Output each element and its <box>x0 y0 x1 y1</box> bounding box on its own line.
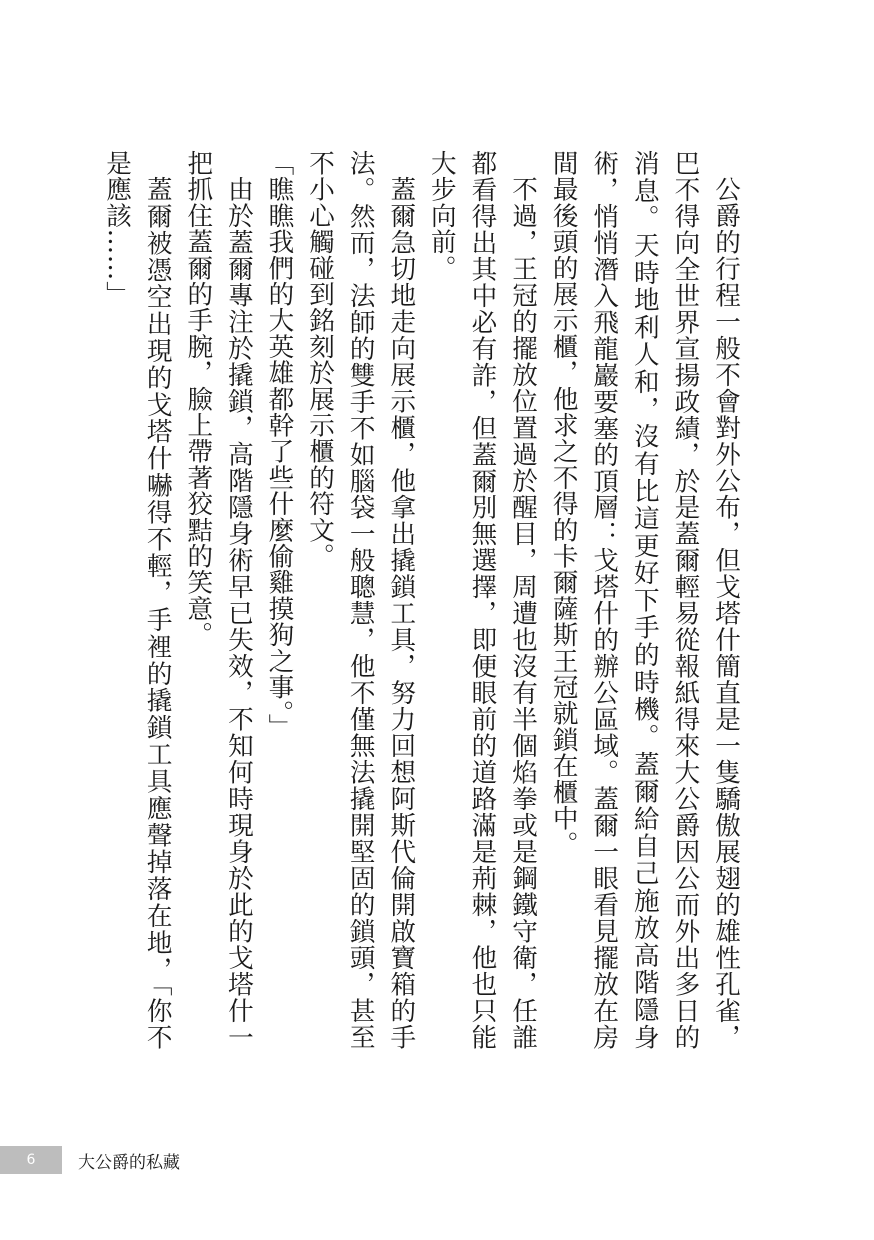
body-text <box>102 150 746 1050</box>
paragraph: 蓋爾被憑空出現的戈塔什嚇得不輕，手裡的撬鎖工具應聲掉落在地，「你不是應該……」 <box>102 150 173 1050</box>
paragraph: 公爵的行程一般不會對外公布，但戈塔什簡直是一隻驕傲展翅的雄性孔雀，巴不得向全世界宣揚政績，於是蓋爾輕易從報紙得來大公爵因公而外出多日的消息。天時地利人和，沒有比這更好下手的時機。蓋爾給自己施放高階隱身術，悄悄潛入飛龍巖要塞的頂層：戈塔什的辦公區域。蓋爾一眼看見擺放在房間最後頭的展示櫃，他求之不得的卡爾薩斯王冠就鎖在櫃中。 <box>548 150 741 1050</box>
paragraph: 蓋爾急切地走向展示櫃，他拿出撬鎖工具，努力回想阿斯代倫開啟寶箱的手法。然而，法師的雙手不如腦袋一般聰慧，他不僅無法撬開堅固的鎖頭，甚至不小心觸碰到銘刻於展示櫃的符文。 <box>305 150 417 1050</box>
running-title: 大公爵的私藏 <box>78 1152 180 1173</box>
page-number-box <box>0 1146 62 1174</box>
paragraph: 由於蓋爾專注於撬鎖，高階隱身術早已失效，不知何時現身於此的戈塔什一把抓住蓋爾的手腕，臉上帶著狡黠的笑意。 <box>183 150 254 1050</box>
page-number: 6 <box>26 1152 36 1168</box>
paragraph: 不過，王冠的擺放位置過於醒目，周遭也沒有半個焰拳或是鋼鐵守衛，任誰都看得出其中必有詐，但蓋爾別無選擇，即便眼前的道路滿是荊棘，他也只能大步向前。 <box>426 150 539 1050</box>
page-footer <box>0 1146 180 1174</box>
dialogue-paragraph: 「瞧瞧我們的大英雄都幹了些什麼偷雞摸狗之事。」 <box>264 150 295 740</box>
